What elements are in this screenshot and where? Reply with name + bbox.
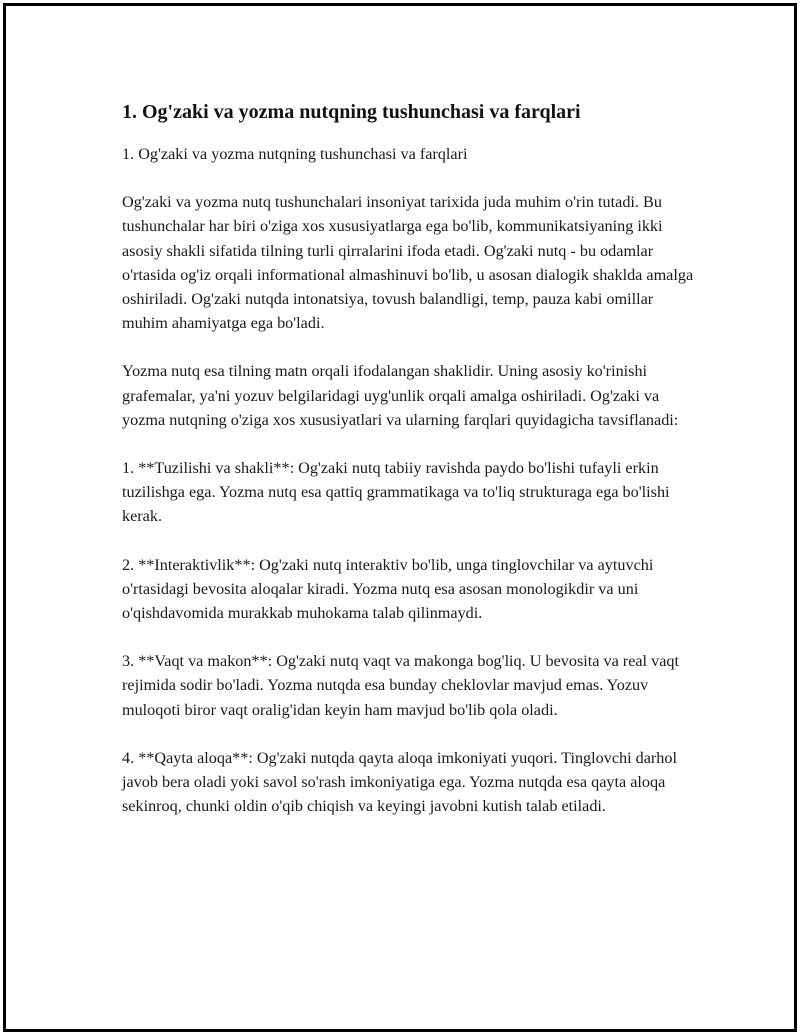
point-feedback-paragraph: 4. **Qayta aloqa**: Og'zaki nutqda qayta aloqa imkoniyati yuqori. Tinglovchi darhol javob bera oladi yoki savol so'rash imkoniyatiga ega. Yozma nutqda esa qayta aloqa sekinroq, chunki oldin o'qib chiqish va keyingi javobni kutish talab etiladi. [122, 748, 677, 816]
written-speech-paragraph: Yozma nutq esa tilning matn orqali ifodalangan shaklidir. Uning asosiy ko'rinishi grafemalar, ya'ni yozuv belgilaridagi uyg'unlik orqali amalga oshiriladi. Og'zaki va yozma nutqning o'ziga xos xususiyatlari va ularning farqlari quyidagicha tavsiflanadi: [122, 362, 679, 429]
page-border [3, 3, 797, 1032]
document-body [122, 98, 702, 842]
point-time-space-paragraph: 3. **Vaqt va makon**: Og'zaki nutq vaqt va makonga bog'liq. U bevosita va real vaqt rejimida sodir bo'ladi. Yozma nutqda esa bunday cheklovlar mavjud emas. Yozuv muloqoti biror vaqt oralig'idan keyin ham mavjud bo'lib qola oladi. [122, 652, 679, 719]
point-structure-paragraph: 1. **Tuzilishi va shakli**: Og'zaki nutq tabiiy ravishda paydo bo'lishi tufayli erkin tuzilishga ega. Yozma nutq esa qattiq grammatikaga va to'liq strukturaga ega bo'lishi kerak. [122, 459, 670, 526]
point-interactivity-paragraph: 2. **Interaktivlik**: Og'zaki nutq interaktiv bo'lib, unga tinglovchilar va aytuvchi o'rtasidagi bevosita aloqalar kiradi. Yozma nutq esa asosan monologikdir va uni o'qishdavomida murakkab muhokama talab qilinmaydi. [122, 555, 654, 623]
document-heading: 1. Og'zaki va yozma nutqning tushunchasi va farqlari [122, 101, 581, 123]
section-subtitle: 1. Og'zaki va yozma nutqning tushunchasi va farqlari [122, 145, 468, 163]
intro-paragraph: Og'zaki va yozma nutq tushunchalari insoniyat tarixida juda muhim o'rin tutadi. Bu tushunchalar har biri o'ziga xos xususiyatlarga ega bo'lib, kommunikatsiyaning ikki asosiy shakli sifatida tilning turli qirralarini ifoda etadi. Og'zaki nutq - bu odamlar o'rtasida og'iz orqali informational almashinuvi bo'lib, u asosan dialogik shaklda amalga oshiriladi. Og'zaki nutqda intonatsiya, tovush balandligi, temp, pauza kabi omillar muhim ahamiyatga ega bo'ladi. [122, 193, 694, 333]
